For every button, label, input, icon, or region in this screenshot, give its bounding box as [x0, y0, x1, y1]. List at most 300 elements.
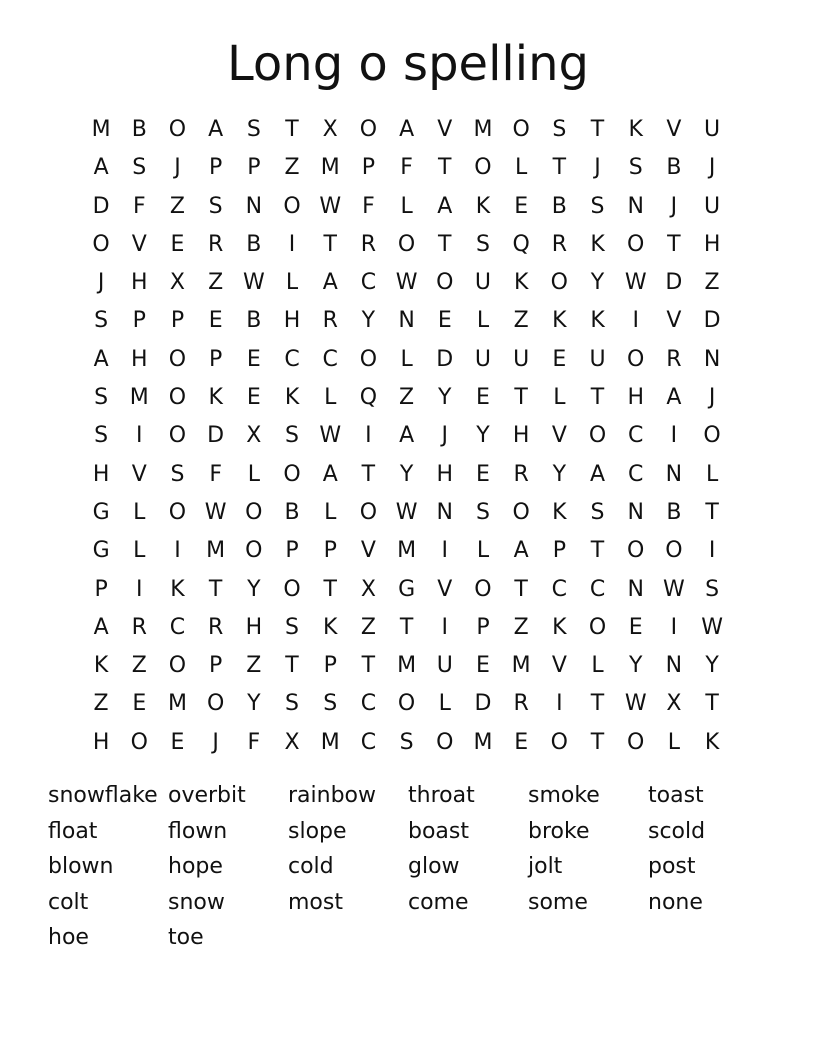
word-bank-item: none	[648, 889, 703, 915]
grid-letter: R	[513, 691, 529, 717]
grid-letter: S	[399, 729, 414, 755]
grid-letter: J	[594, 155, 601, 181]
word-bank-item: glow	[408, 854, 460, 880]
grid-letter: E	[208, 308, 223, 334]
grid-letter: I	[670, 614, 678, 640]
grid-letter: V	[551, 423, 567, 449]
grid-letter: U	[474, 270, 492, 296]
grid-letter: O	[436, 270, 454, 296]
grid-letter: T	[438, 231, 452, 257]
word-bank-item: boast	[408, 818, 469, 844]
grid-letter: Y	[399, 461, 414, 487]
grid-letter: M	[397, 538, 417, 564]
grid-letter: W	[395, 499, 418, 525]
grid-letter: M	[206, 538, 226, 564]
grid-letter: C	[551, 576, 568, 602]
grid-letter: D	[436, 346, 454, 372]
grid-letter: O	[168, 653, 187, 679]
grid-letter: E	[132, 691, 147, 717]
grid-letter: A	[590, 461, 606, 487]
word-bank-item: toe	[168, 925, 204, 951]
grid-letter: E	[514, 729, 529, 755]
grid-letter: X	[322, 117, 338, 142]
grid-letter: C	[322, 346, 338, 372]
grid-letter: O	[359, 346, 378, 372]
grid-letter: O	[627, 231, 645, 257]
grid-letter: M	[511, 653, 531, 679]
grid-letter: L	[515, 155, 528, 181]
grid-letter: E	[476, 461, 490, 487]
grid-letter: J	[97, 270, 105, 296]
grid-letter: T	[361, 653, 376, 679]
grid-letter: R	[666, 346, 682, 372]
grid-letter: P	[323, 538, 337, 564]
grid-letter: O	[168, 423, 187, 449]
grid-letter: B	[666, 499, 682, 525]
grid-letter: O	[588, 614, 607, 640]
grid-letter: Z	[704, 270, 720, 296]
grid-letter: L	[591, 653, 604, 679]
grid-letter: S	[285, 691, 300, 717]
word-bank-item: smoke	[528, 783, 600, 808]
grid-letter: A	[513, 538, 529, 564]
grid-letter: B	[246, 308, 262, 334]
grid-letter: O	[474, 576, 492, 602]
grid-letter: W	[701, 614, 723, 640]
grid-letter: Z	[93, 691, 109, 717]
grid-letter: P	[209, 155, 223, 181]
grid-letter: O	[474, 155, 492, 181]
grid-letter: G	[92, 538, 110, 564]
grid-letter: K	[170, 576, 185, 602]
grid-letter: E	[170, 231, 185, 257]
grid-letter: O	[397, 231, 416, 257]
grid-letter: K	[475, 193, 491, 219]
grid-letter: Y	[628, 653, 643, 679]
grid-letter: L	[705, 461, 719, 487]
grid-letter: W	[319, 193, 342, 219]
grid-letter: O	[436, 729, 454, 755]
grid-letter: L	[133, 538, 146, 564]
grid-letter: O	[512, 499, 530, 525]
grid-letter: E	[476, 385, 490, 411]
grid-letter: O	[550, 270, 568, 296]
grid-letter: E	[246, 346, 261, 372]
grid-letter: W	[319, 423, 342, 449]
grid-letter: T	[323, 231, 337, 257]
grid-letter: O	[359, 117, 378, 142]
grid-letter: T	[590, 729, 605, 755]
grid-letter: K	[590, 308, 605, 334]
grid-letter: O	[168, 346, 187, 372]
grid-letter: R	[360, 231, 377, 257]
grid-letter: Z	[169, 193, 185, 219]
grid-letter: T	[285, 653, 299, 679]
grid-letter: T	[667, 231, 681, 257]
word-bank	[48, 778, 768, 956]
grid-letter: O	[168, 385, 187, 411]
grid-letter: J	[441, 423, 449, 449]
grid-letter: S	[475, 231, 490, 257]
grid-letter: F	[400, 155, 413, 181]
grid-letter: V	[360, 538, 376, 564]
grid-letter: J	[212, 729, 219, 755]
grid-letter: U	[589, 346, 606, 372]
grid-letter: A	[322, 270, 338, 296]
grid-letter: O	[168, 117, 187, 142]
grid-letter: J	[708, 155, 716, 181]
grid-letter: U	[704, 193, 721, 219]
grid-letter: T	[590, 117, 605, 142]
grid-letter: Y	[476, 423, 490, 449]
word-bank-item: cold	[288, 854, 334, 880]
grid-letter: S	[705, 576, 720, 602]
grid-letter: Z	[284, 155, 300, 181]
grid-letter: O	[627, 346, 645, 372]
grid-letter: D	[207, 423, 225, 449]
grid-letter: Y	[247, 576, 261, 602]
grid-letter: I	[441, 614, 449, 640]
grid-letter: S	[170, 461, 185, 487]
grid-letter: V	[437, 576, 453, 602]
word-bank-item: blown	[48, 854, 114, 880]
grid-letter: X	[360, 576, 376, 602]
word-bank-item: most	[288, 889, 343, 915]
grid-letter: L	[667, 729, 681, 755]
grid-letter: H	[245, 614, 263, 640]
grid-letter: D	[474, 691, 492, 717]
grid-letter: T	[590, 538, 605, 564]
grid-letter: H	[436, 461, 454, 487]
grid-letter: A	[399, 117, 415, 142]
grid-letter: O	[283, 461, 301, 487]
grid-letter: B	[284, 499, 300, 525]
grid-letter: G	[92, 499, 110, 525]
grid-letter: K	[323, 614, 338, 640]
grid-letter: J	[670, 193, 678, 219]
grid-letter: N	[627, 499, 644, 525]
grid-letter: N	[703, 346, 721, 372]
grid-letter: U	[704, 117, 721, 142]
grid-letter: T	[285, 117, 299, 142]
grid-letter: L	[476, 308, 490, 334]
grid-letter: V	[666, 117, 682, 142]
grid-letter: C	[360, 270, 377, 296]
grid-letter: O	[703, 423, 721, 449]
grid-letter: C	[360, 691, 377, 717]
grid-letter: Z	[399, 385, 415, 411]
grid-letter: O	[206, 691, 225, 717]
grid-letter: M	[167, 691, 187, 717]
grid-letter: I	[174, 538, 181, 564]
grid-letter: O	[245, 538, 263, 564]
grid-letter: P	[94, 576, 108, 602]
grid-letter: H	[283, 308, 301, 334]
grid-letter: A	[93, 614, 109, 640]
word-bank-item: colt	[48, 889, 89, 915]
word-bank-item: broke	[528, 818, 590, 844]
grid-letter: S	[94, 308, 109, 334]
grid-letter: K	[628, 117, 643, 142]
grid-letter: S	[628, 155, 643, 181]
grid-letter: P	[247, 155, 261, 181]
grid-letter: F	[247, 729, 261, 755]
grid-letter: H	[131, 270, 148, 296]
grid-letter: K	[513, 270, 529, 296]
grid-letter: R	[551, 231, 567, 257]
grid-letter: S	[475, 499, 490, 525]
grid-letter: Z	[513, 308, 529, 334]
word-bank-item: snowflake	[48, 783, 158, 808]
grid-letter: U	[474, 346, 492, 372]
grid-letter: S	[132, 155, 147, 181]
grid-letter: S	[94, 385, 109, 411]
word-bank-item: flown	[168, 818, 228, 844]
grid-letter: V	[551, 653, 567, 679]
grid-letter: L	[247, 461, 260, 487]
grid-letter: P	[209, 653, 223, 679]
grid-letter: I	[441, 538, 449, 564]
grid-letter: S	[94, 423, 109, 449]
word-bank-item: come	[408, 889, 469, 915]
grid-letter: H	[92, 461, 110, 487]
grid-letter: U	[513, 346, 530, 372]
grid-letter: L	[285, 270, 299, 296]
grid-letter: O	[627, 729, 645, 755]
grid-letter: H	[627, 385, 644, 411]
grid-letter: W	[663, 576, 685, 602]
grid-letter: O	[397, 691, 416, 717]
grid-letter: R	[322, 308, 338, 334]
grid-letter: S	[590, 193, 605, 219]
grid-letter: L	[324, 385, 337, 411]
grid-letter: U	[436, 653, 453, 679]
grid-letter: N	[665, 653, 683, 679]
grid-letter: D	[665, 270, 683, 296]
grid-letter: N	[627, 576, 644, 602]
grid-letter: O	[283, 576, 301, 602]
grid-letter: K	[704, 729, 720, 755]
grid-letter: H	[512, 423, 530, 449]
grid-letter: Y	[590, 270, 605, 296]
grid-letter: P	[552, 538, 566, 564]
grid-letter: P	[323, 653, 337, 679]
grid-letter: W	[395, 270, 418, 296]
word-bank-item: float	[48, 818, 98, 844]
grid-letter: C	[360, 729, 377, 755]
grid-letter: F	[209, 461, 222, 487]
grid-letter: Y	[361, 308, 376, 334]
grid-letter: N	[245, 193, 263, 219]
grid-letter: S	[323, 691, 338, 717]
word-bank-item: snow	[168, 889, 225, 915]
grid-letter: L	[438, 691, 451, 717]
grid-letter: L	[476, 538, 490, 564]
grid-letter: I	[288, 231, 296, 257]
word-bank-item: rainbow	[288, 783, 376, 808]
grid-letter: S	[208, 193, 223, 219]
grid-letter: E	[628, 614, 643, 640]
grid-letter: O	[588, 423, 607, 449]
grid-letter: D	[703, 308, 721, 334]
grid-letter: Q	[512, 231, 530, 257]
grid-letter: S	[552, 117, 567, 142]
grid-letter: S	[590, 499, 605, 525]
grid-letter: O	[512, 117, 530, 142]
grid-letter: I	[136, 423, 143, 449]
grid-letter: Z	[131, 653, 147, 679]
grid-letter: Z	[246, 653, 262, 679]
grid-letter: V	[437, 117, 453, 142]
grid-letter: V	[131, 461, 147, 487]
grid-letter: W	[242, 270, 265, 296]
grid-letter: C	[284, 346, 300, 372]
grid-letter: N	[398, 308, 415, 334]
grid-letter: X	[246, 423, 262, 449]
grid-letter: K	[552, 308, 567, 334]
grid-letter: M	[473, 117, 493, 142]
grid-letter: Y	[552, 461, 567, 487]
grid-letter: O	[168, 499, 187, 525]
grid-letter: M	[397, 653, 417, 679]
word-bank-item: some	[528, 889, 588, 915]
grid-letter: T	[705, 691, 719, 717]
grid-letter: I	[708, 538, 716, 564]
grid-letter: R	[208, 614, 224, 640]
grid-letter: L	[400, 193, 413, 219]
grid-letter: I	[556, 691, 563, 717]
grid-letter: P	[285, 538, 299, 564]
grid-letter: R	[208, 231, 224, 257]
grid-letter: A	[399, 423, 415, 449]
grid-letter: E	[514, 193, 529, 219]
grid-letter: O	[283, 193, 301, 219]
grid-letter: E	[476, 653, 490, 679]
grid-letter: I	[632, 308, 639, 334]
grid-letter: X	[169, 270, 185, 296]
grid-letter: E	[170, 729, 185, 755]
grid-letter: T	[590, 385, 605, 411]
grid-letter: A	[208, 117, 224, 142]
word-bank-item: hoe	[48, 925, 89, 951]
grid-letter: Y	[438, 385, 452, 411]
grid-letter: T	[361, 461, 376, 487]
grid-letter: K	[93, 653, 109, 679]
grid-letter: O	[550, 729, 568, 755]
grid-letter: I	[136, 576, 143, 602]
grid-letter: H	[703, 231, 721, 257]
word-bank-item: overbit	[168, 783, 246, 808]
grid-letter: P	[209, 346, 223, 372]
grid-letter: K	[552, 614, 567, 640]
grid-letter: A	[322, 461, 338, 487]
grid-letter: C	[628, 461, 644, 487]
grid-letter: A	[666, 385, 682, 411]
grid-letter: B	[551, 193, 567, 219]
grid-letter: K	[552, 499, 567, 525]
grid-letter: J	[174, 155, 181, 181]
grid-letter: G	[398, 576, 416, 602]
grid-letter: N	[627, 193, 644, 219]
grid-letter: H	[92, 729, 110, 755]
grid-letter: S	[246, 117, 261, 142]
grid-letter: K	[208, 385, 223, 411]
grid-letter: X	[666, 691, 682, 717]
grid-letter: T	[705, 499, 719, 525]
word-bank-item: slope	[288, 818, 347, 844]
grid-letter: T	[552, 155, 567, 181]
grid-letter: Z	[208, 270, 224, 296]
grid-letter: O	[627, 538, 645, 564]
word-bank-item: hope	[168, 854, 223, 880]
grid-letter: P	[476, 614, 490, 640]
grid-letter: E	[552, 346, 567, 372]
grid-letter: O	[665, 538, 683, 564]
grid-letter: L	[553, 385, 566, 411]
word-bank-item: jolt	[528, 854, 563, 880]
grid-letter: Z	[513, 614, 529, 640]
grid-letter: M	[473, 729, 493, 755]
grid-letter: A	[437, 193, 453, 219]
grid-letter: A	[93, 155, 109, 181]
grid-letter: P	[170, 308, 185, 334]
grid-letter: M	[320, 729, 340, 755]
grid-letter: B	[246, 231, 262, 257]
grid-letter: T	[208, 576, 223, 602]
grid-letter: J	[708, 385, 716, 411]
grid-letter: P	[132, 308, 146, 334]
word-bank-item: scold	[648, 818, 706, 844]
grid-letter: W	[624, 270, 647, 296]
grid-letter: T	[590, 691, 605, 717]
grid-letter: B	[131, 117, 147, 142]
word-bank-item: toast	[648, 783, 704, 808]
letter-grid	[82, 111, 731, 762]
grid-letter: L	[324, 499, 337, 525]
grid-letter: X	[284, 729, 300, 755]
grid-letter: T	[323, 576, 337, 602]
grid-letter: F	[132, 193, 146, 219]
grid-letter: Z	[360, 614, 376, 640]
grid-letter: R	[131, 614, 147, 640]
grid-letter: V	[131, 231, 147, 257]
grid-letter: R	[513, 461, 529, 487]
grid-letter: S	[285, 614, 300, 640]
grid-letter: M	[320, 155, 340, 181]
grid-letter: C	[169, 614, 186, 640]
grid-letter: K	[590, 231, 605, 257]
grid-letter: O	[130, 729, 148, 755]
grid-letter: M	[91, 117, 111, 142]
grid-letter: K	[284, 385, 300, 411]
grid-letter: W	[624, 691, 647, 717]
grid-letter: P	[361, 155, 376, 181]
grid-letter: T	[438, 155, 452, 181]
grid-letter: E	[437, 308, 452, 334]
grid-letter: O	[92, 231, 110, 257]
grid-letter: O	[359, 499, 378, 525]
grid-letter: T	[514, 385, 528, 411]
word-bank-item: throat	[408, 783, 475, 808]
grid-letter: M	[129, 385, 149, 411]
grid-letter: N	[436, 499, 454, 525]
grid-letter: T	[514, 576, 528, 602]
grid-letter: V	[666, 308, 682, 334]
grid-letter: I	[365, 423, 372, 449]
grid-letter: T	[399, 614, 414, 640]
grid-letter: E	[246, 385, 261, 411]
grid-letter: F	[362, 193, 375, 219]
